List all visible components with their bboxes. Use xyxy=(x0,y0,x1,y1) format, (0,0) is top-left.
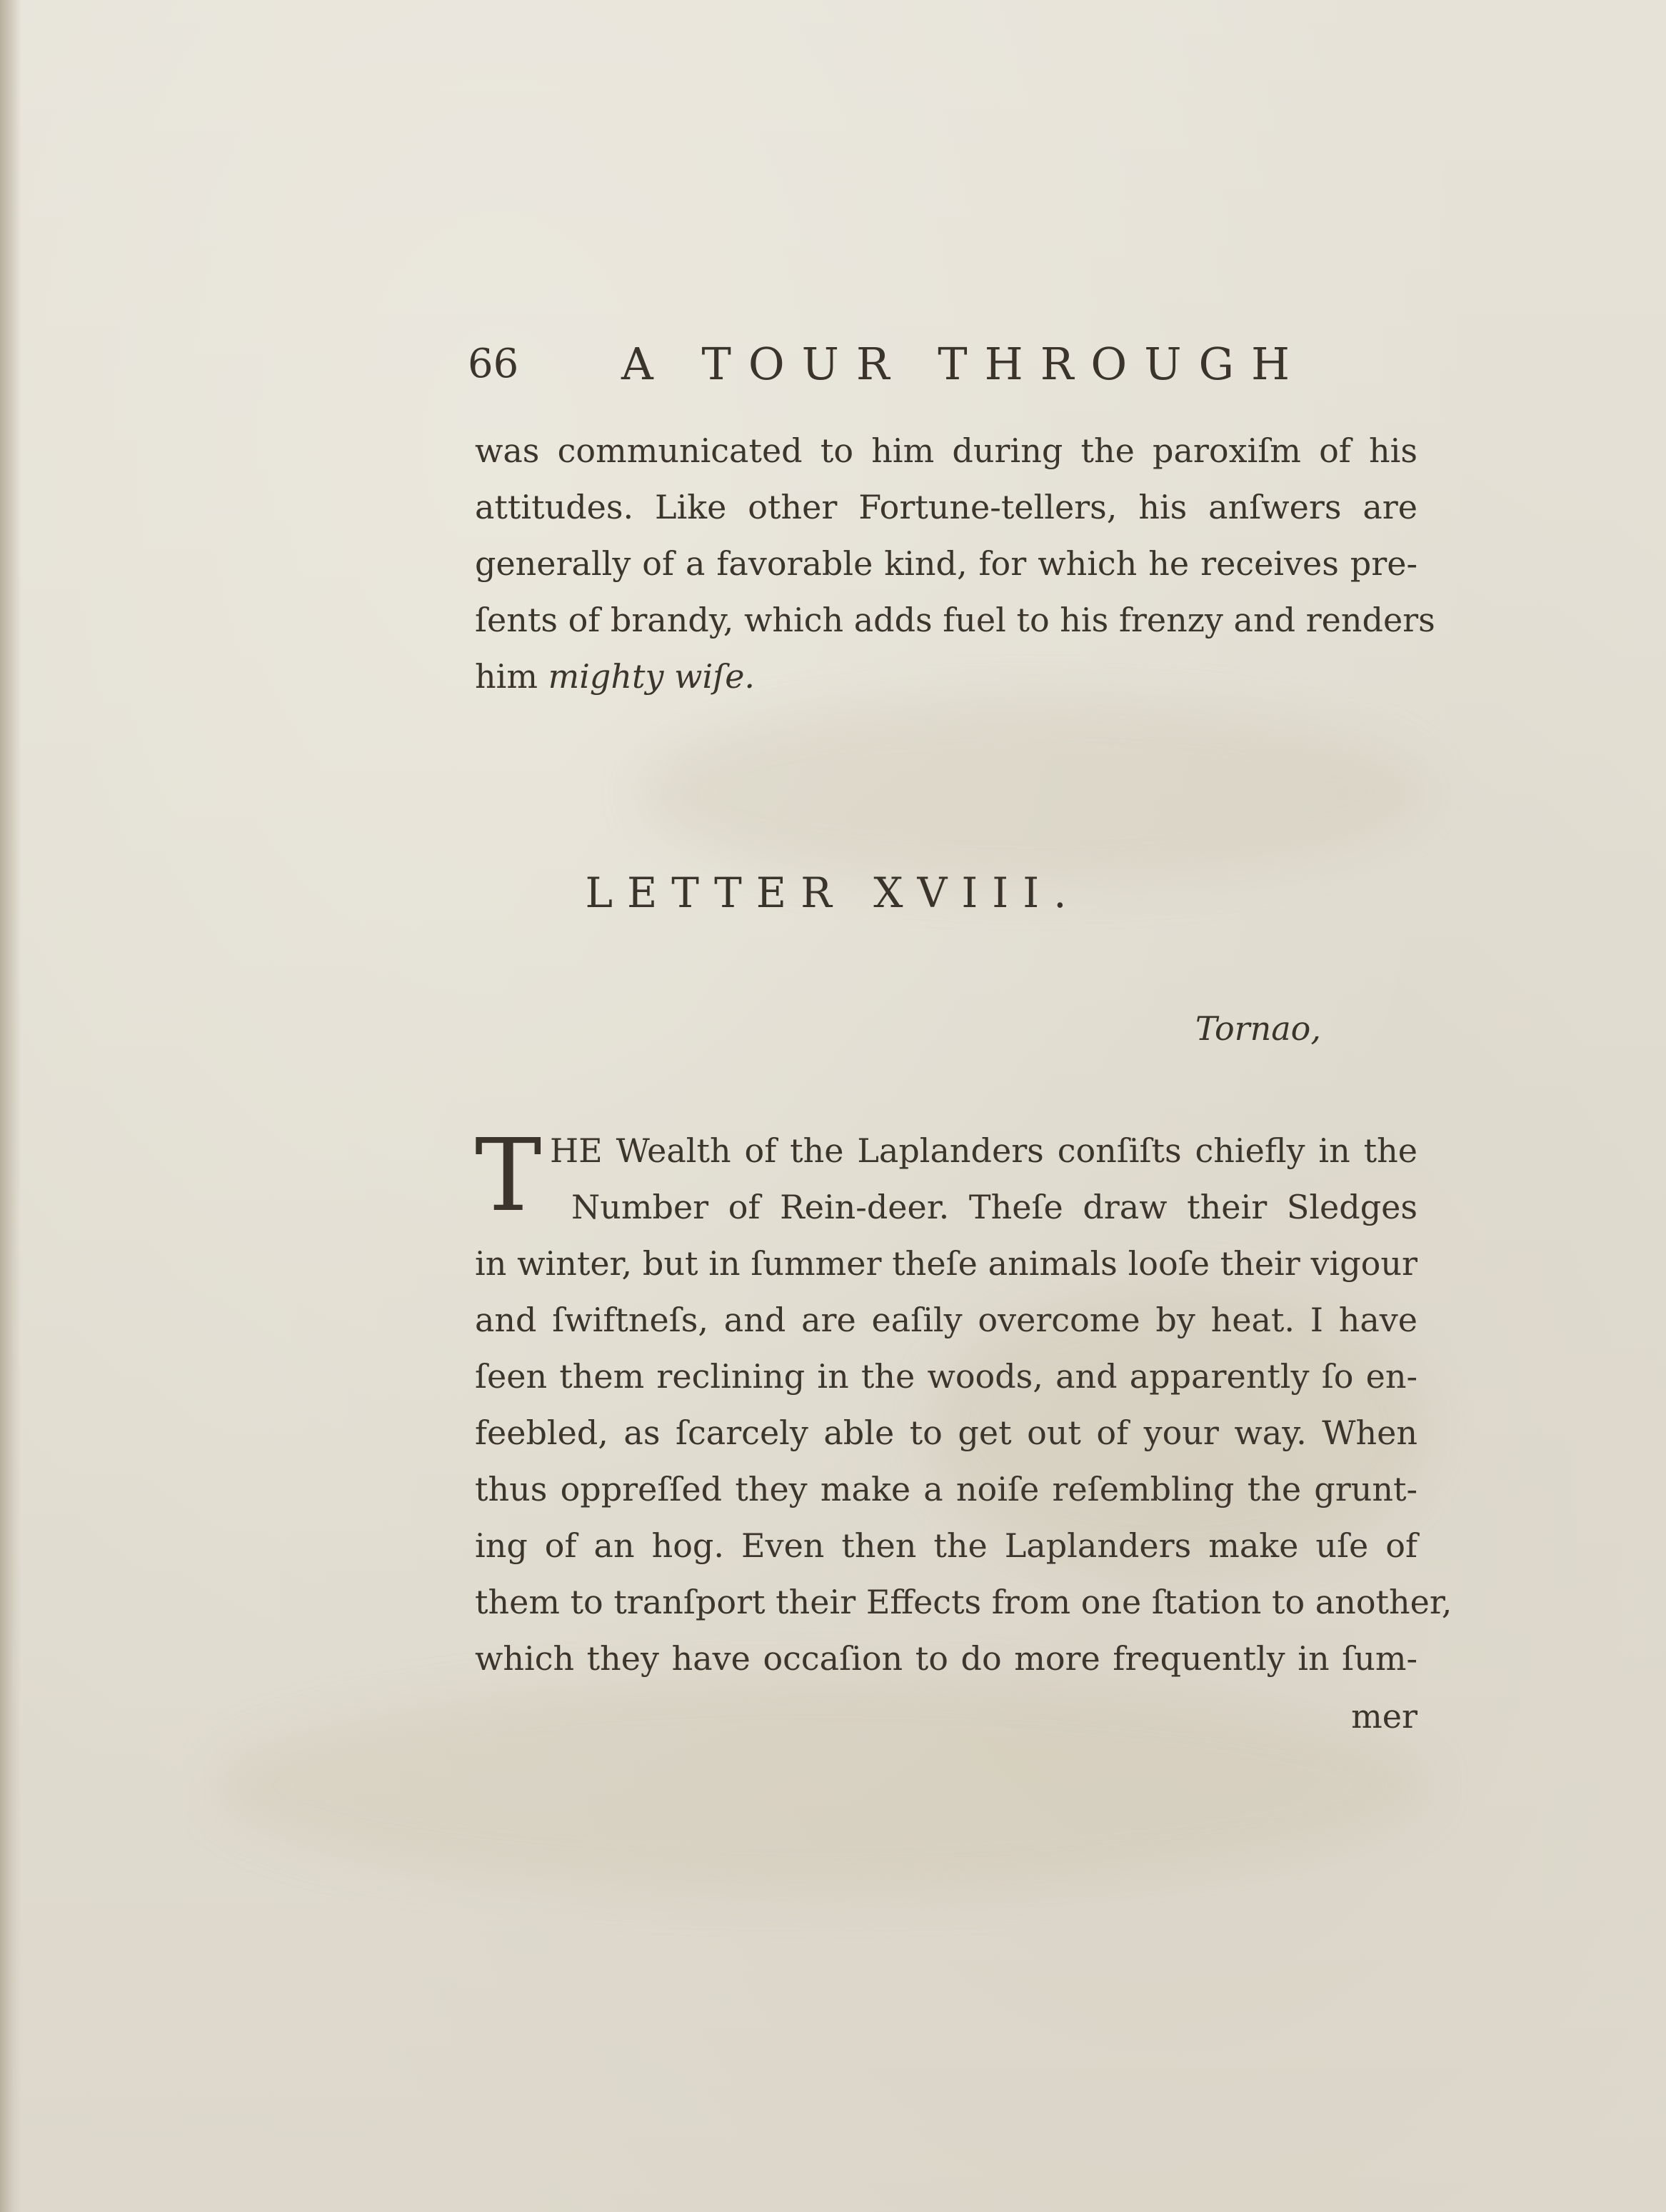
text-line: thus oppreſſed they make a noiſe reſembling the grunt- xyxy=(475,1470,1417,1508)
page-number: 66 xyxy=(468,341,519,387)
text-line: ſents of brandy, which adds fuel to his frenzy and renders xyxy=(475,601,1435,639)
italic-text: mighty wiſe. xyxy=(548,657,756,696)
text-line xyxy=(475,649,1417,705)
text-line: feebled, as ſcarcely able to get out of your way. When xyxy=(475,1413,1417,1452)
text-line: HE Wealth of the Laplanders conſiſts chiefly in the xyxy=(550,1131,1417,1170)
catchword: mer xyxy=(1351,1697,1417,1736)
page-left-edge xyxy=(0,0,21,2212)
text-line: was communicated to him during the paroxiſm of his xyxy=(475,431,1417,470)
text-line: ing of an hog. Even then the Laplanders make uſe of xyxy=(475,1526,1417,1565)
text-line: Number of Rein-deer. Theſe draw their Sledges xyxy=(571,1188,1417,1226)
text-line: generally of a favorable kind, for which he receives pre- xyxy=(475,544,1417,583)
paragraph-continued xyxy=(475,423,1435,705)
text-line: which they have occaſion to do more frequently in ſum- xyxy=(475,1639,1417,1678)
dateline: Tornao, xyxy=(1195,1009,1321,1048)
text-line: them to tranſport their Effects from one ſtation to another, xyxy=(475,1583,1452,1621)
running-title: A TOUR THROUGH xyxy=(621,338,1308,390)
running-header xyxy=(468,336,1417,393)
text-line: in winter, but in ſummer theſe animals looſe their vigour xyxy=(475,1244,1417,1283)
drop-cap: T xyxy=(475,1118,542,1234)
paragraph-body xyxy=(475,1236,1452,1687)
paper-stain xyxy=(643,700,1428,886)
letter-heading: LETTER XVIII. xyxy=(585,869,1081,917)
text-fragment: him xyxy=(475,657,538,696)
text-line: attitudes. Like other Fortune-tellers, his anſwers are xyxy=(475,488,1417,526)
paragraph-opening-lines xyxy=(550,1123,1417,1236)
text-line: and ſwiftneſs, and are eaſily overcome by heat. I have xyxy=(475,1301,1417,1339)
text-line: ſeen them reclining in the woods, and apparently ſo en- xyxy=(475,1357,1417,1396)
